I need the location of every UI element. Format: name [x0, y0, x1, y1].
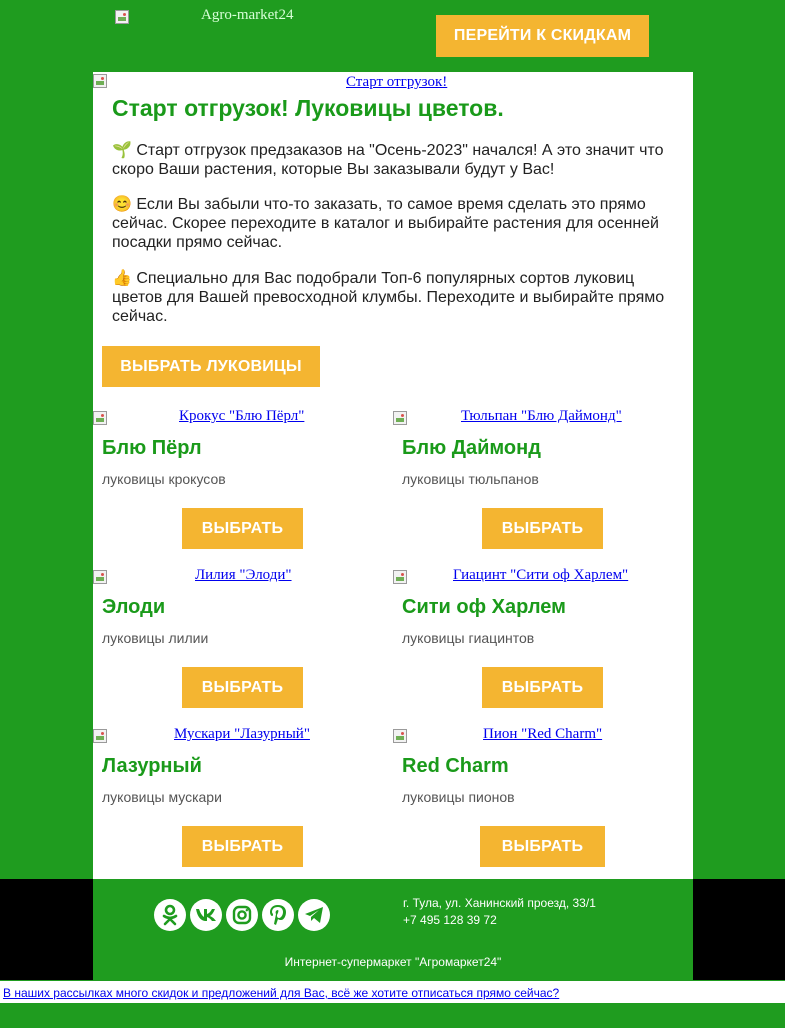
logo-alt-text: Agro-market24 [201, 7, 294, 23]
paragraph-text: Специально для Вас подобрали Топ-6 популярных сортов луковиц цветов для Вашей превосходной клумбы. Переходите и выбирайте прямо сейчас. [112, 270, 665, 325]
footer-side-right [693, 879, 785, 980]
broken-image-icon [93, 74, 107, 88]
vk-icon[interactable] [190, 899, 222, 931]
unsubscribe-link[interactable]: В наших рассылках много скидок и предложений для Вас, всё же хотите отписаться прямо сейчас? [3, 986, 560, 1000]
product-image-alt: Лилия "Элоди" [195, 567, 292, 583]
product-name[interactable]: Сити оф Харлем [402, 596, 566, 618]
choose-button[interactable]: ВЫБРАТЬ [182, 667, 303, 708]
smile-icon: 😊 [112, 196, 132, 213]
intro-paragraph-2 [112, 195, 672, 252]
broken-image-icon [393, 729, 407, 743]
hero-image[interactable] [93, 74, 693, 92]
product-card [93, 561, 393, 720]
product-image[interactable] [393, 726, 693, 744]
broken-image-icon [93, 729, 107, 743]
broken-image-icon [393, 570, 407, 584]
product-image[interactable] [93, 726, 393, 744]
choose-button[interactable]: ВЫБРАТЬ [482, 508, 603, 549]
shop-name: Интернет-супермаркет "Агромаркет24" [284, 955, 502, 969]
hero-image-alt: Старт отгрузок! [346, 74, 448, 90]
product-image[interactable] [93, 408, 393, 426]
product-name[interactable]: Блю Даймонд [402, 437, 541, 459]
product-description: луковицы крокусов [102, 471, 226, 487]
product-card [93, 402, 393, 561]
product-description: луковицы пионов [402, 789, 515, 805]
choose-button[interactable]: ВЫБРАТЬ [182, 508, 303, 549]
choose-bulbs-button[interactable]: ВЫБРАТЬ ЛУКОВИЦЫ [102, 346, 320, 387]
broken-image-icon [393, 411, 407, 425]
choose-button[interactable]: ВЫБРАТЬ [480, 826, 605, 867]
product-description: луковицы гиацинтов [402, 630, 535, 646]
intro-paragraph-3 [112, 269, 672, 326]
product-description: луковицы лилии [102, 630, 209, 646]
broken-image-icon [93, 570, 107, 584]
product-image-alt: Крокус "Блю Пёрл" [179, 408, 305, 424]
pinterest-icon[interactable] [262, 899, 294, 931]
paragraph-text: Старт отгрузок предзаказов на "Осень-2023" начался! А это значит что скоро Ваши растения, которые Вы заказывали будут у Вас! [112, 142, 664, 178]
product-image[interactable] [93, 567, 393, 585]
product-description: луковицы мускари [102, 789, 222, 805]
broken-image-icon [115, 10, 129, 24]
intro-paragraph-1 [112, 141, 672, 179]
product-card [393, 561, 693, 720]
odnoklassniki-icon[interactable] [154, 899, 186, 931]
product-image-alt: Гиацинт "Сити оф Харлем" [453, 567, 629, 583]
telegram-icon[interactable] [298, 899, 330, 931]
product-description: луковицы тюльпанов [402, 471, 539, 487]
address: г. Тула, ул. Ханинский проезд, 33/1 [403, 896, 596, 910]
content-card [93, 72, 693, 879]
logo-link[interactable] [115, 7, 315, 31]
footer [93, 879, 693, 980]
product-image[interactable] [393, 408, 693, 426]
phone[interactable]: +7 495 128 39 72 [403, 913, 497, 927]
broken-image-icon [93, 411, 107, 425]
product-card [393, 402, 693, 561]
product-name[interactable]: Лазурный [102, 755, 202, 777]
choose-button[interactable]: ВЫБРАТЬ [482, 667, 603, 708]
instagram-icon[interactable] [226, 899, 258, 931]
product-image-alt: Тюльпан "Блю Даймонд" [461, 408, 622, 424]
social-links [154, 899, 330, 931]
product-image-alt: Пион "Red Charm" [483, 726, 603, 742]
page-title: Старт отгрузок! Луковицы цветов. [112, 95, 504, 121]
product-card [393, 720, 693, 879]
seedling-icon: 🌱 [112, 142, 132, 159]
choose-button[interactable]: ВЫБРАТЬ [182, 826, 303, 867]
email-header [0, 0, 785, 72]
contact-info [403, 895, 596, 929]
paragraph-text: Если Вы забыли что-то заказать, то самое время сделать это прямо сейчас. Скорее переходите в каталог и выбирайте растения для осенней посадки прямо сейчас. [112, 196, 659, 251]
thumbs-up-icon: 👍 [112, 270, 132, 287]
product-name[interactable]: Блю Пёрл [102, 437, 202, 459]
unsubscribe-bar [0, 981, 785, 1003]
product-name[interactable]: Элоди [102, 596, 166, 618]
product-name[interactable]: Red Charm [402, 755, 509, 777]
footer-side-left [0, 879, 93, 980]
go-to-discounts-button[interactable]: ПЕРЕЙТИ К СКИДКАМ [436, 15, 649, 57]
product-card [93, 720, 393, 879]
product-image-alt: Мускари "Лазурный" [174, 726, 310, 742]
product-image[interactable] [393, 567, 693, 585]
